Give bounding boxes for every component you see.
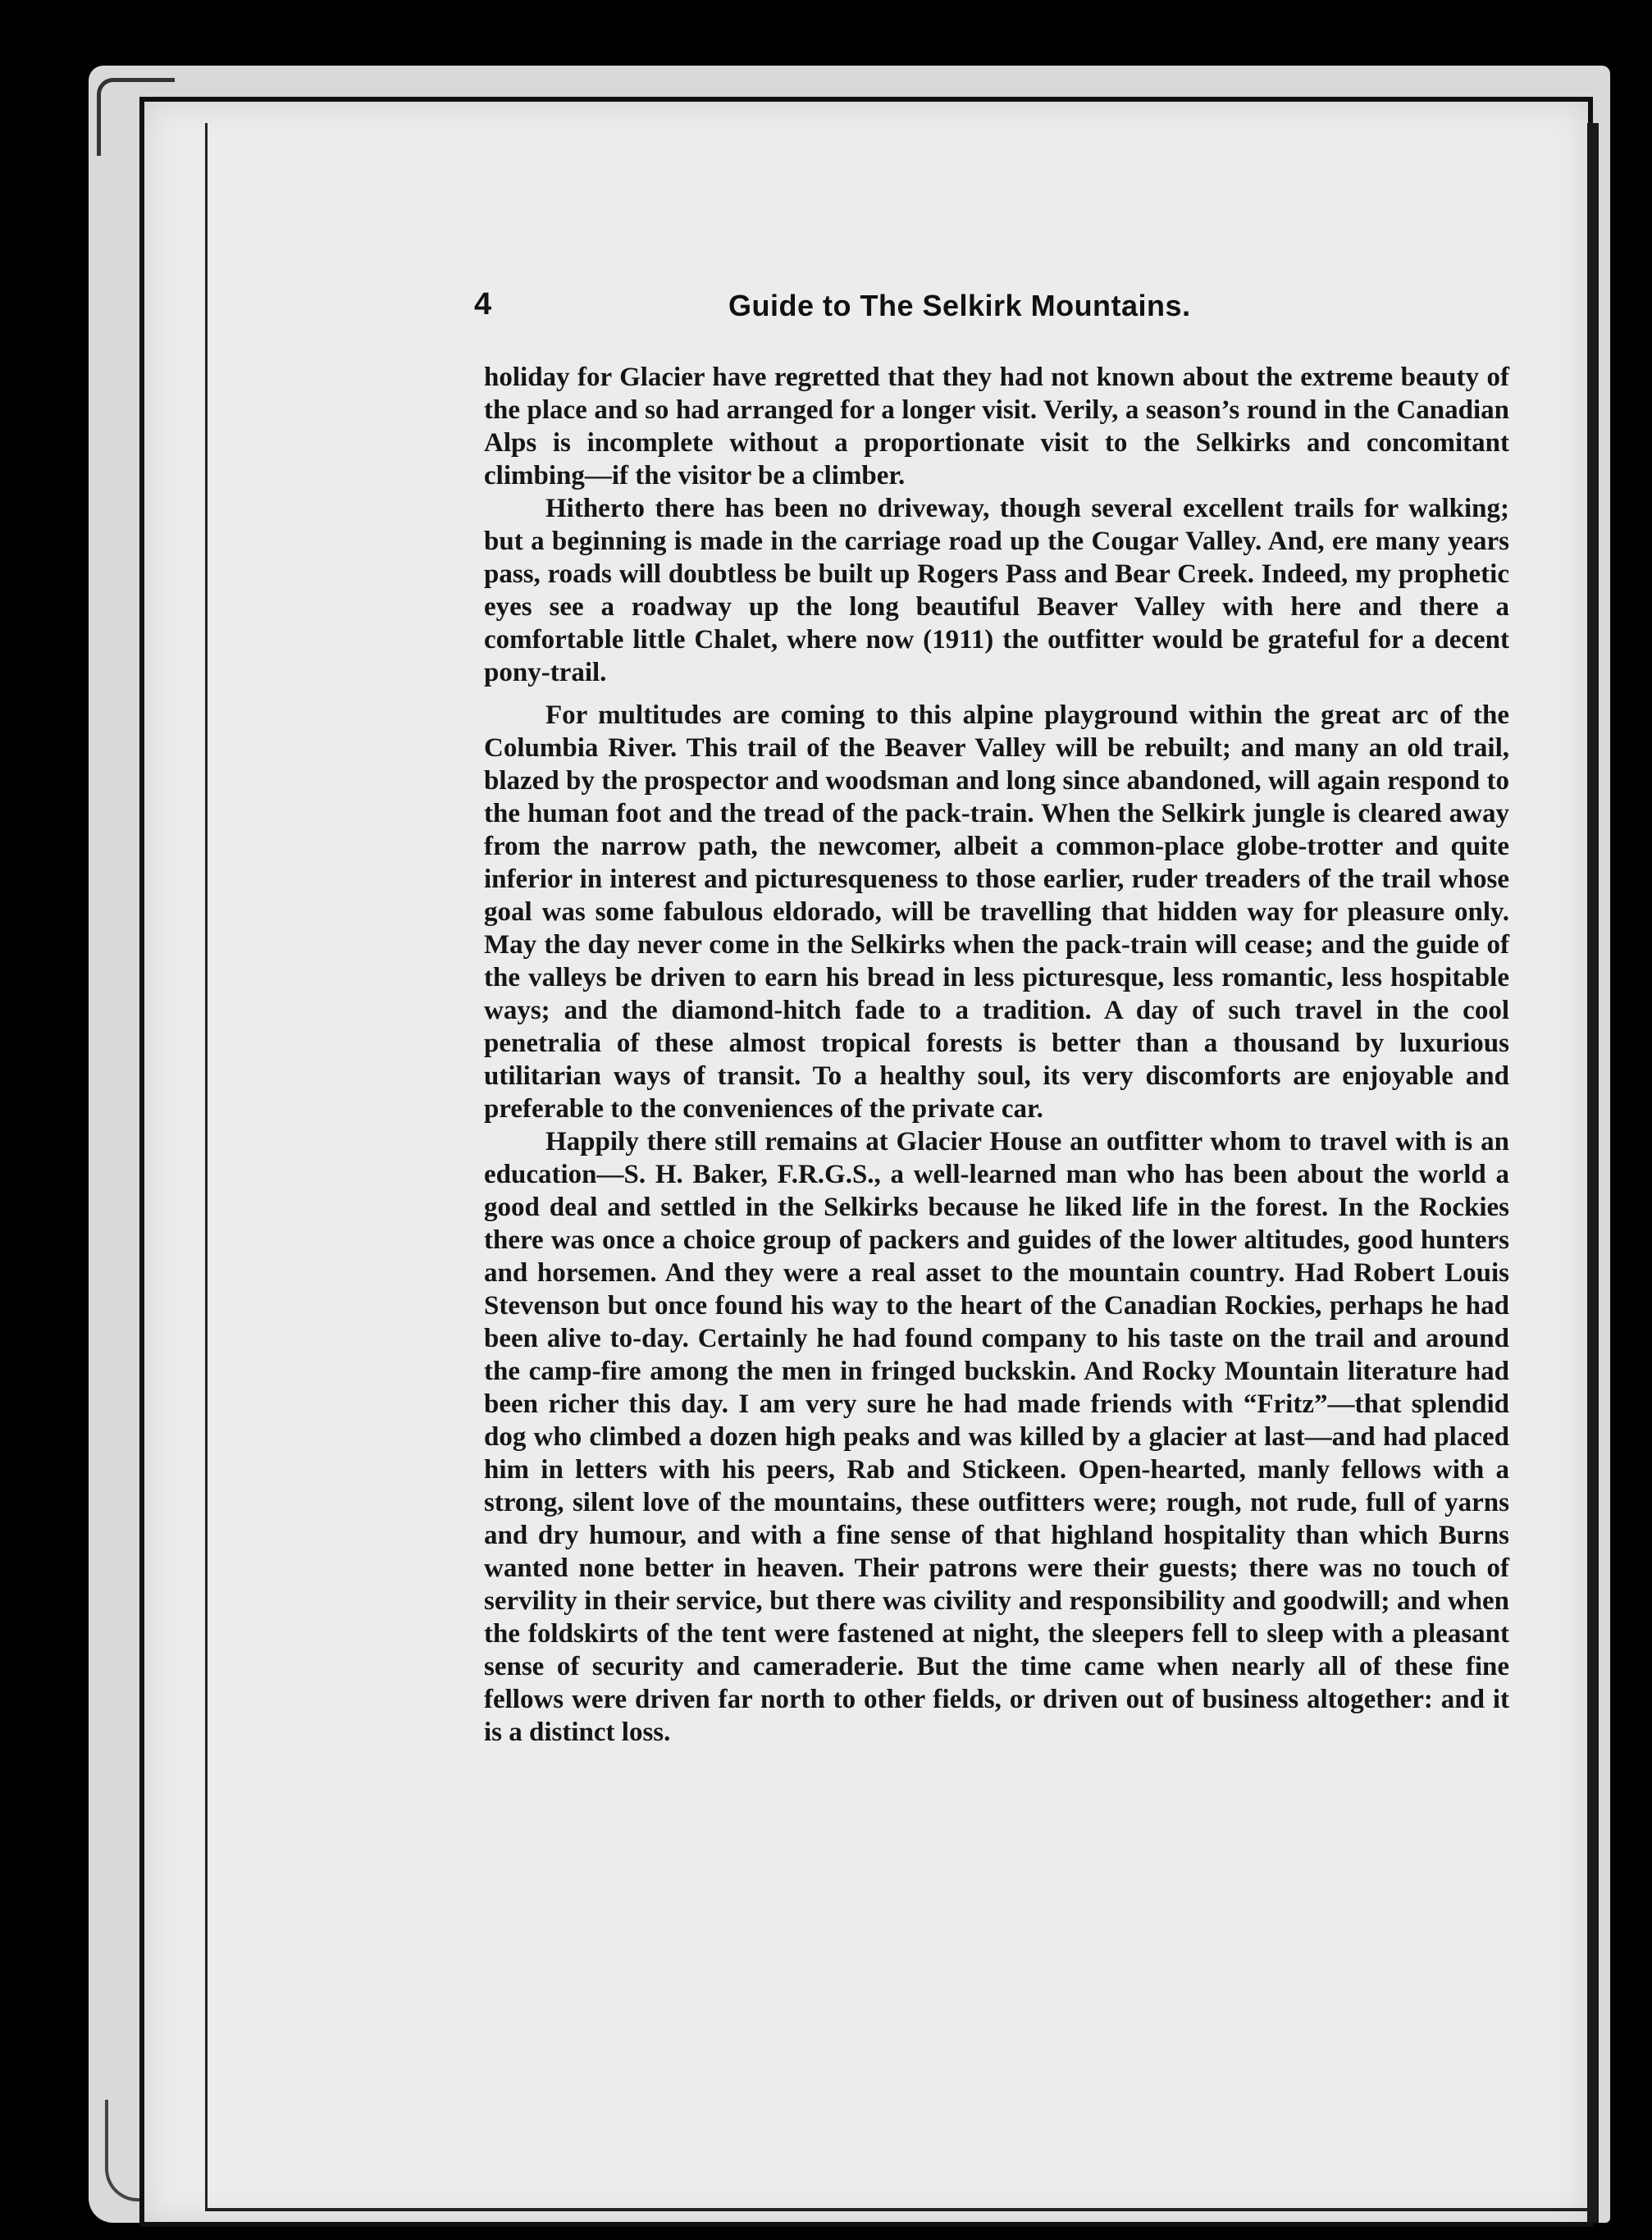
paragraph-4: Happily there still remains at Glacier House an outfitter whom to travel with is an education—S. H. Baker, F.R.G.S., a well-learned man who has been about the world a good deal and settled in the Selkirks because he liked life in the forest. In the Rockies there was once a choice group of packers and guides of the lower altitudes, good hunters and horsemen. And they were a real asset to the mountain country. Had Robert Louis Stevenson but once found his way to the heart of the Canadian Rockies, perhaps he had been alive to-day. Certainly he had found company to his taste on the trail and around the camp-fire among the men in fringed buckskin. And Rocky Mountain literature had been richer this day. I am very sure he had made friends with “Fritz”—that splendid dog who climbed a dozen high peaks and was killed by a glacier at last—and had placed him in letters with his peers, Rab and Stickeen. Open-hearted, manly fellows with a strong, silent love of the mountains, these outfitters were; rough, not rude, full of yarns and dry humour, and with a fine sense of that highland hospitality than which Burns wanted none better in heaven. Their patrons were their guests; there was no touch of servility in their service, but there was civility and responsibility and goodwill; and when the foldskirts of the tent were fastened at night, the sleepers fell to sleep with a pleasant sense of security and cameraderie. But the time came when nearly all of these fine fellows were driven far north to other fields, or driven out of business altogether: and it is a distinct loss. (484, 1127, 1509, 1747)
paragraph-1: holiday for Glacier have regretted that they had not known about the extreme beauty of the place and so had arranged for a longer visit. Verily, a season’s round in the Canadian Alps is incomplete without a proportionate visit to the Selkirks and concomitant climbing—if the visitor be a climber. (484, 363, 1509, 490)
page-right-edge (1587, 123, 1599, 2223)
paragraph-3: For multitudes are coming to this alpine playground within the great arc of the Columbia River. This trail of the Beaver Valley will be rebuilt; and many an old trail, blazed by the prospector and woodsman and long since abandoned, will again respond to the human foot and the tread of the pack-train. When the Selkirk jungle is cleared away from the narrow path, the newcomer, albeit a common-place globe-trotter and quite inferior in interest and picturesqueness to those earlier, ruder treaders of the trail whose goal was some fabulous eldorado, will be travelling that hidden way for pleasure only. May the day never come in the Selkirks when the pack-train will cease; and the guide of the valleys be driven to earn his bread in less picturesque, less romantic, less hospitable ways; and the diamond-hitch fade to a tradition. A day of such travel in the cool penetralia of these almost tropical forests is better than a thousand by luxurious utilitarian ways of transit. To a healthy soul, its very discomforts are enjoyable and preferable to the conveniences of the private car. (484, 700, 1509, 1124)
running-title: Guide to The Selkirk Mountains. (728, 289, 1191, 322)
paragraph-2: Hitherto there has been no driveway, though several excellent trails for walking; but a beginning is made in the carriage road up the Cougar Valley. And, ere many years pass, roads will doubtless be built up Rogers Pass and Bear Creek. Indeed, my prophetic eyes see a roadway up the long beautiful Beaver Valley with here and there a comfortable little Chalet, where now (1911) the outfitter would be grateful for a decent pony-trail. (484, 494, 1509, 687)
page-header (474, 287, 1508, 328)
body-text (484, 361, 1509, 1749)
page-number: 4 (474, 287, 492, 322)
